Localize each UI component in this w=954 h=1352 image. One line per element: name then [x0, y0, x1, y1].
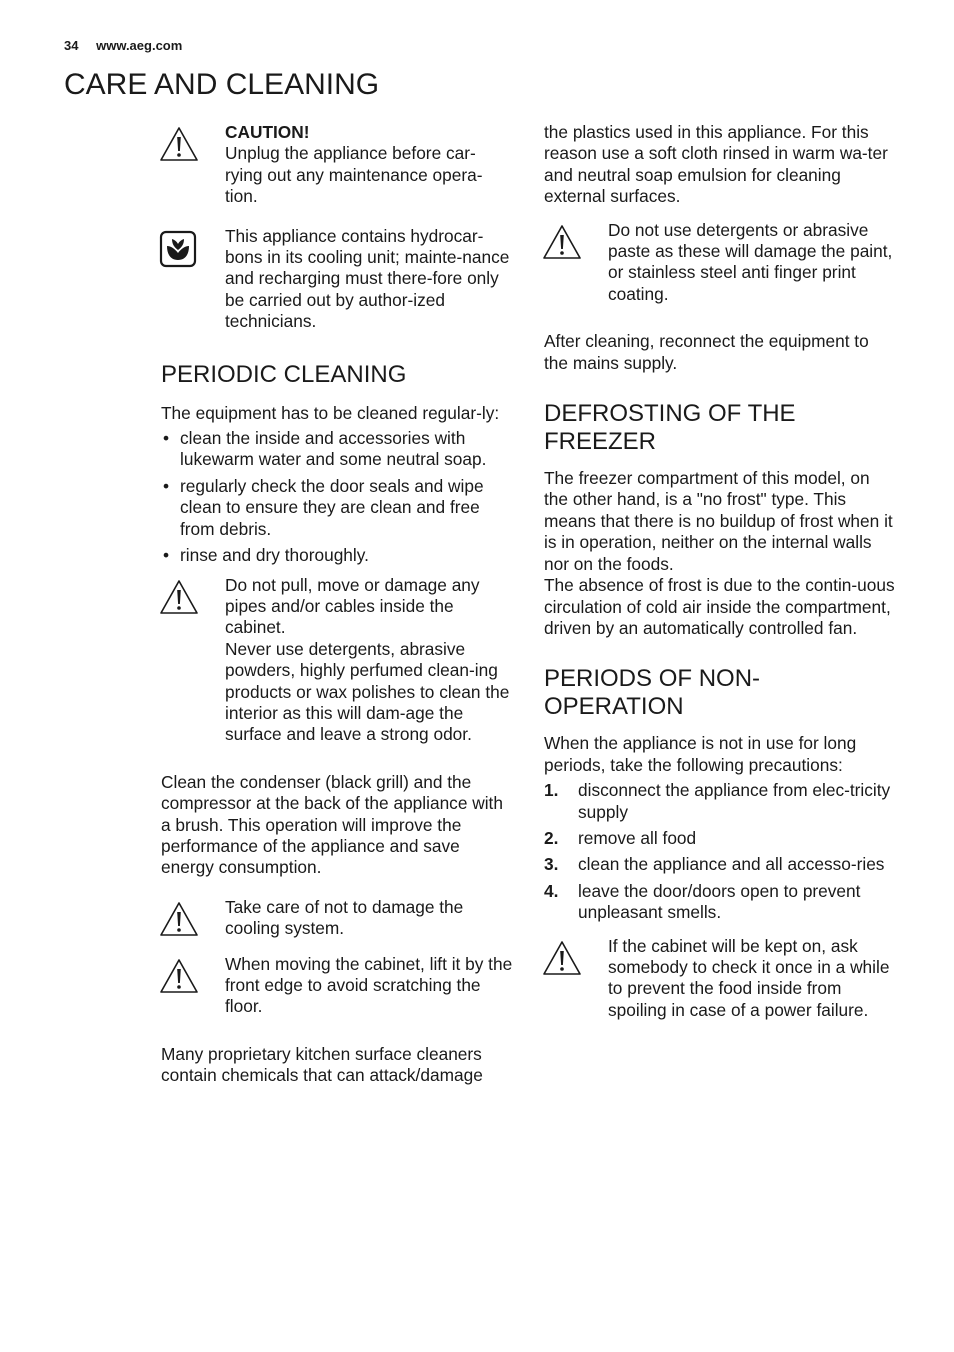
- page-number: 34: [64, 38, 79, 53]
- list-item: • clean the inside and accessories with lukewarm water and some neutral soap.: [163, 428, 487, 470]
- moving-warning-text: When moving the cabinet, lift it by the front edge to avoid scratching the floor.: [225, 953, 513, 1017]
- warning-triangle-icon: [542, 940, 582, 976]
- cleaners-text: Many proprietary kitchen surface cleaners contain chemicals that can attack/damage: [161, 1043, 483, 1086]
- list-item: • rinse and dry thoroughly.: [163, 545, 369, 566]
- warning-triangle-icon: [159, 901, 199, 937]
- environment-note: [161, 226, 513, 333]
- cooling-warning-text: Take care of not to damage the cooling system.: [225, 896, 464, 939]
- cooling-warning: [161, 897, 513, 940]
- list-item: 1. disconnect the appliance from elec-tricity supply: [544, 780, 891, 822]
- left-column: [161, 122, 513, 1087]
- page-header: [64, 38, 182, 53]
- list-item: 4. leave the door/doors open to prevent unpleasant smells.: [544, 880, 861, 923]
- caution-text: Unplug the appliance before car-rying out any maintenance opera-tion.: [225, 143, 483, 207]
- warning-triangle-icon: [159, 579, 199, 615]
- caution-note: [161, 122, 513, 208]
- list-item: 2. remove all food: [544, 827, 697, 848]
- right-column: [544, 122, 896, 1039]
- periodic-cleaning-heading: PERIODIC CLEANING: [161, 360, 407, 388]
- pipes-warning-text: Do not pull, move or damage any pipes and/or cables inside the cabinet.: [225, 574, 480, 638]
- website: www.aeg.com: [96, 38, 183, 53]
- abrasive-warning-text: Do not use detergents or abrasive paste as these will damage the paint, or stainless steel anti finger print coating.: [608, 219, 893, 304]
- defrosting-heading: DEFROSTING OF THE FREEZER: [544, 400, 796, 456]
- power-failure-warning: [544, 936, 896, 1022]
- non-operation-heading: PERIODS OF NON-OPERATION: [544, 665, 761, 721]
- reconnect-text: After cleaning, reconnect the equipment to the mains supply.: [544, 331, 869, 373]
- detergents-warning-text: Never use detergents, abrasive powders, highly perfumed clean-ing products or wax polishes to clean the interior as this will dam-age the surface and leave a strong odor.: [225, 638, 510, 745]
- page-title: CARE AND CLEANING: [64, 68, 380, 101]
- power-failure-warning-text: If the cabinet will be kept on, ask somebody to check it once in a while to prevent the food inside from spoiling in case of a power failure.: [608, 935, 890, 1020]
- abrasive-warning: [544, 220, 896, 306]
- bullet: •: [163, 475, 170, 496]
- bullet: •: [163, 428, 170, 449]
- warning-triangle-icon: [542, 224, 582, 260]
- plastics-text: the plastics used in this appliance. For this reason use a soft cloth rinsed in warm wa-ter and neutral soap emulsion for cleaning external surfaces.: [544, 122, 888, 207]
- list-item: • regularly check the door seals and wipe clean to ensure they are clean and free from debris.: [163, 475, 484, 539]
- moving-warning: [161, 954, 513, 1018]
- bullet: •: [163, 545, 170, 566]
- periodic-intro: The equipment has to be cleaned regular-ly:: [161, 402, 500, 423]
- warning-triangle-icon: [159, 958, 199, 994]
- hydrocarbon-text: This appliance contains hydrocar-bons in its cooling unit; mainte-nance and recharging must there-fore only be carried out by author-ized technicians.: [225, 225, 510, 332]
- defrost-text-2: The absence of frost is due to the contin-uous circulation of cold air inside the compartment, driven by an automatically controlled fan.: [544, 575, 895, 638]
- periodic-list: [161, 428, 513, 566]
- list-item: 3. clean the appliance and all accesso-ries: [544, 854, 885, 875]
- condenser-text: Clean the condenser (black grill) and the compressor at the back of the appliance with a brush. This operation will improve the performance of the appliance and save energy consumption.: [161, 771, 503, 878]
- warning-triangle-icon: [159, 126, 199, 162]
- non-operation-intro: When the appliance is not in use for long periods, take the following precautions:: [544, 733, 857, 775]
- pipes-warning: [161, 575, 513, 746]
- caution-title: CAUTION!: [225, 122, 310, 142]
- defrost-text-1: The freezer compartment of this model, on the other hand, is a "no frost" type. This means that there is no buildup of frost when it is in operation, neither on the internal walls nor on the foods.: [544, 468, 893, 574]
- non-operation-list: [544, 780, 896, 923]
- environment-icon: [159, 230, 199, 266]
